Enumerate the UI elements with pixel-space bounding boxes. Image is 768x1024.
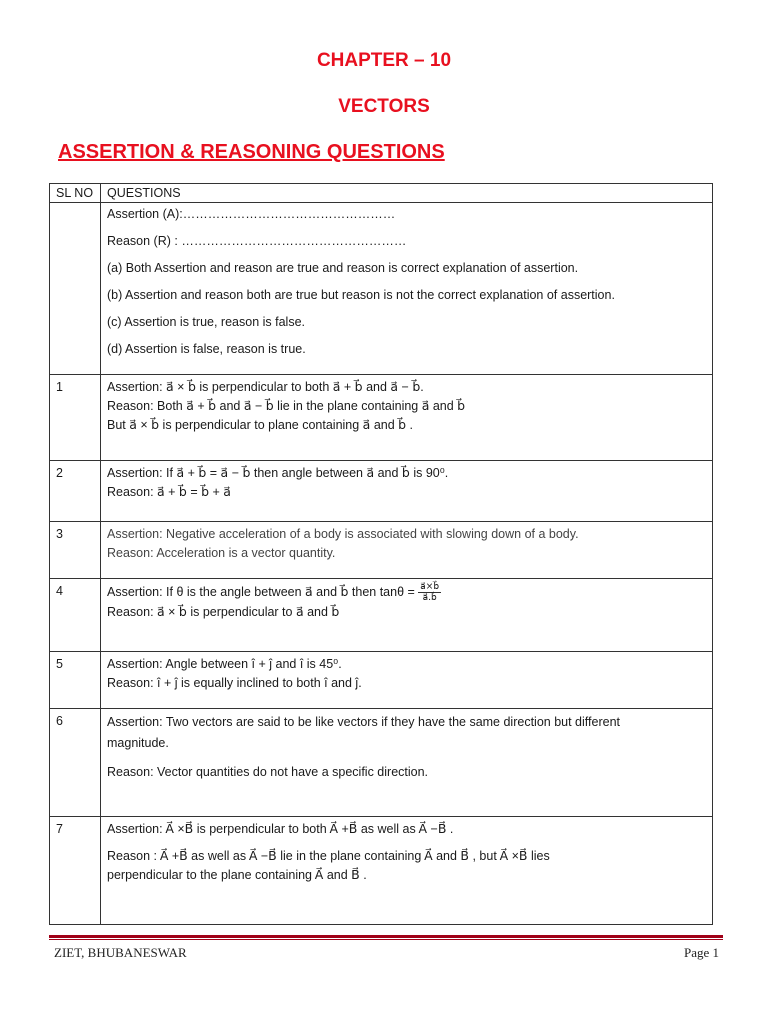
questions-table (49, 183, 713, 925)
row-number: 7 (50, 817, 101, 925)
row-assertion: Assertion: Two vectors are said to be like vectors if they have the same direction but different (107, 715, 620, 729)
footer-rule-thick (49, 935, 723, 938)
table-row (50, 461, 713, 522)
row-number: 6 (50, 709, 101, 817)
fraction-denominator: a⃗.b⃗ (422, 593, 437, 603)
topic-title: VECTORS (338, 96, 430, 117)
row-question (101, 461, 713, 522)
row-number: 4 (50, 579, 101, 652)
row-number: 1 (50, 375, 101, 461)
row-reason: Reason: Acceleration is a vector quantity. (107, 546, 336, 560)
reason-blank: Reason (R) : ……………………………………………… (107, 234, 407, 248)
row-assertion: Assertion: Negative acceleration of a body is associated with slowing down of a body. (107, 527, 579, 541)
row-assertion: Assertion: Angle between î + ĵ and î is 45⁰. (107, 657, 342, 671)
chapter-title: CHAPTER – 10 (316, 50, 452, 71)
instructions-cell (101, 203, 713, 375)
row-reason: Reason : A⃗ +B⃗ as well as A⃗ −B⃗ lie in the plane containing A⃗ and B⃗ , but A⃗ ×B⃗ lies (107, 849, 550, 863)
row-assertion (107, 582, 706, 603)
row-reason: Reason: î + ĵ is equally inclined to both î and ĵ. (107, 676, 362, 690)
instructions-sl-cell (50, 203, 101, 375)
fraction-numerator: a⃗×b⃗ (420, 582, 440, 592)
row-question (101, 579, 713, 652)
table-row (50, 817, 713, 925)
col-questions-header: QUESTIONS (101, 184, 713, 203)
footer-rule-thin (49, 939, 723, 940)
assertion-blank: Assertion (A):…………………………………………… (107, 207, 396, 221)
option-d: (d) Assertion is false, reason is true. (107, 342, 306, 356)
col-sl-header: SL NO (50, 184, 101, 203)
row-reason: Reason: Vector quantities do not have a specific direction. (107, 765, 429, 779)
row-assertion: Assertion: If a⃗ + b⃗ = a⃗ − b⃗ then angle between a⃗ and b⃗ is 90⁰. (107, 466, 449, 480)
table-row (50, 579, 713, 652)
row-question (101, 817, 713, 925)
row-question (101, 709, 713, 817)
section-title: ASSERTION & REASONING QUESTIONS (58, 141, 445, 163)
row-number: 3 (50, 522, 101, 579)
footer-page-number: Page 1 (684, 945, 720, 960)
row-question (101, 375, 713, 461)
row-reason-cont: perpendicular to the plane containing A⃗ and B⃗ . (107, 868, 367, 882)
row-assertion: Assertion: a⃗ × b⃗ is perpendicular to both a⃗ + b⃗ and a⃗ − b⃗. (107, 380, 424, 394)
row-assertion: Assertion: A⃗ ×B⃗ is perpendicular to both A⃗ +B⃗ as well as A⃗ −B⃗ . (107, 822, 454, 836)
table-row (50, 652, 713, 709)
row-reason: Reason: Both a⃗ + b⃗ and a⃗ − b⃗ lie in the plane containing a⃗ and b⃗ (107, 399, 466, 413)
option-b: (b) Assertion and reason both are true but reason is not the correct explanation of assertion. (107, 288, 615, 302)
row-number: 5 (50, 652, 101, 709)
table-row (50, 522, 713, 579)
row-assertion-cont: magnitude. (107, 736, 169, 750)
row-question (101, 652, 713, 709)
table-row (50, 709, 713, 817)
option-a: (a) Both Assertion and reason are true and reason is correct explanation of assertion. (107, 261, 579, 275)
row-question (101, 522, 713, 579)
table-header-row (50, 184, 713, 203)
footer-institution: ZIET, BHUBANESWAR (54, 945, 187, 960)
table-row (50, 375, 713, 461)
tan-fraction (418, 582, 441, 603)
row-assertion-text: Assertion: If θ is the angle between a⃗ and b⃗ then tanθ = (107, 584, 415, 599)
row-reason: Reason: a⃗ × b⃗ is perpendicular to a⃗ and b⃗ (107, 605, 340, 619)
instructions-row (50, 203, 713, 375)
row-number: 2 (50, 461, 101, 522)
row-reason-cont: But a⃗ × b⃗ is perpendicular to plane containing a⃗ and b⃗ . (107, 418, 414, 432)
row-reason: Reason: a⃗ + b⃗ = b⃗ + a⃗ (107, 485, 231, 499)
option-c: (c) Assertion is true, reason is false. (107, 315, 305, 329)
